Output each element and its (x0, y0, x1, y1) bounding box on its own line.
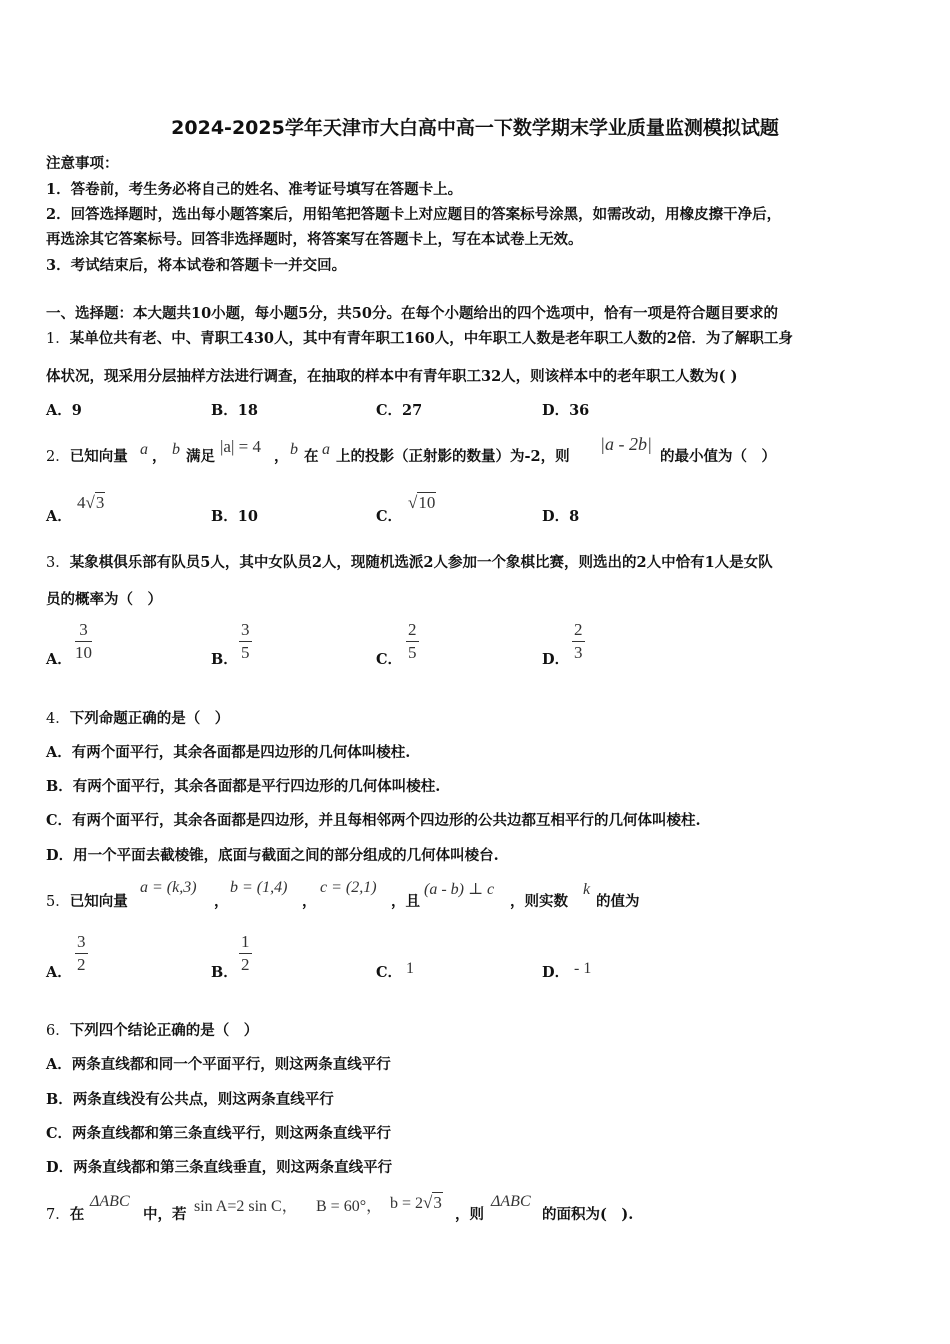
option-a-value: 4√3 (77, 493, 105, 512)
option-d-value: - 1 (574, 960, 592, 977)
question-7: 7．在 (46, 1206, 85, 1223)
question-stem: 某象棋俱乐部有队员5人，其中女队员2人，现随机选派2人参加一个象棋比赛，则选出的2人中恰有1人是女队 (69, 554, 773, 571)
question-3 (46, 551, 773, 572)
option-c[interactable]: C．27 (376, 402, 423, 419)
fraction-3-2: $\frac{3}{2}$ (77, 932, 86, 974)
question-stem: 下列命题正确的是（ ） (69, 710, 230, 727)
question-number: 4． (46, 711, 70, 727)
side-condition: b = 2√3 (390, 1193, 442, 1212)
sine-condition: sin A=2 sin C， (194, 1198, 298, 1215)
option-b[interactable]: B． (211, 964, 238, 981)
triangle-abc: ΔABC (491, 1193, 531, 1210)
question-1 (46, 327, 793, 348)
angle-condition: B = 60°， (316, 1198, 383, 1215)
option-d[interactable]: D．8 (542, 508, 580, 525)
option-b[interactable]: B．18 (211, 402, 258, 419)
vector-a: a (140, 441, 148, 458)
expr-formula: |a - 2b| (600, 434, 652, 454)
option-c[interactable]: C． (376, 651, 403, 668)
triangle-abc: ΔABC (90, 1193, 130, 1210)
option-a[interactable]: A．两条直线都和同一个平面平行，则这两条直线平行 (46, 1056, 391, 1073)
question-number: 6． (46, 1023, 70, 1039)
option-d[interactable]: D． (542, 964, 570, 981)
option-d[interactable]: D．用一个平面去截棱锥，底面与截面之间的部分组成的几何体叫棱台. (46, 847, 499, 864)
notice-item: 再选涂其它答案标号。回答非选择题时，将答案写在答题卡上，写在本试卷上无效。 (46, 231, 583, 248)
option-a[interactable]: A．有两个面平行，其余各面都是四边形的几何体叫棱柱. (46, 744, 411, 761)
notice-item: 2．回答选择题时，选出每小题答案后，用铅笔把答题卡上对应题目的答案标号涂黑，如需改动，用橡皮擦干净后， (46, 206, 782, 223)
question-number: 1． (46, 331, 70, 347)
perpendicular-condition: (a - b) ⊥ c (424, 881, 495, 898)
vector-b: b (290, 441, 298, 458)
option-a[interactable]: A．9 (46, 402, 82, 419)
section-heading: 一、选择题：本大题共10小题，每小题5分，共50分。在每个小题给出的四个选项中，恰有一项是符合题目要求的 (46, 305, 778, 322)
question-stem-cont: 员的概率为（ ） (46, 591, 162, 608)
option-c[interactable]: C． (376, 964, 403, 981)
question-5: 5．已知向量 (46, 893, 128, 910)
question-number: 5． (46, 894, 70, 910)
page-title: 2024-2025学年天津市大白高中高一下数学期末学业质量监测模拟试题 (171, 117, 779, 139)
question-number: 7． (46, 1207, 70, 1223)
vector-a: a (322, 441, 330, 458)
option-b[interactable]: B． (211, 651, 238, 668)
option-c[interactable]: C．有两个面平行，其余各面都是四边形，并且每相邻两个四边形的公共边都互相平行的几何体叫棱柱. (46, 812, 701, 829)
question-stem-cont: 体状况，现采用分层抽样方法进行调查，在抽取的样本中有青年职工32人，则该样本中的老年职工人数为( ) (46, 368, 738, 385)
question-stem: 某单位共有老、中、青职工430人，其中有青年职工160人，中年职工人数是老年职工人数的2倍．为了解职工身 (69, 330, 793, 347)
option-b[interactable]: B．有两个面平行，其余各面都是平行四边形的几何体叫棱柱. (46, 778, 441, 795)
question-4 (46, 707, 229, 728)
option-a[interactable]: A． (46, 651, 72, 668)
vector-b: b (172, 441, 180, 458)
variable-k: k (583, 881, 591, 898)
fraction-2-3: $\frac{2}{3}$ (574, 620, 583, 662)
option-a[interactable]: A． (46, 964, 72, 981)
vector-c-formula: c = (2,1) (320, 879, 377, 896)
question-6 (46, 1019, 258, 1040)
option-b[interactable]: B．两条直线没有公共点，则这两条直线平行 (46, 1091, 334, 1108)
option-d[interactable]: D． (542, 651, 570, 668)
notice-item: 1．答卷前，考生务必将自己的姓名、准考证号填写在答题卡上。 (46, 181, 463, 198)
question-number: 3． (46, 555, 70, 571)
option-a[interactable]: A． (46, 508, 72, 525)
option-b[interactable]: B．10 (211, 508, 258, 525)
option-c-value: 1 (406, 960, 414, 977)
option-d[interactable]: D．两条直线都和第三条直线垂直，则这两条直线平行 (46, 1159, 393, 1176)
vector-a-formula: a = (k,3) (140, 879, 197, 896)
question-2: 2．已知向量 (46, 448, 128, 465)
option-c[interactable]: C．两条直线都和第三条直线平行，则这两条直线平行 (46, 1125, 392, 1142)
fraction-2-5: $\frac{2}{5}$ (408, 620, 417, 662)
question-stem: 下列四个结论正确的是（ ） (69, 1022, 259, 1039)
vector-b-formula: b = (1,4) (230, 879, 288, 896)
option-c-value: √10 (408, 493, 436, 512)
notice-item: 3．考试结束后，将本试卷和答题卡一并交回。 (46, 257, 347, 274)
notice-heading: 注意事项： (46, 155, 119, 172)
abs-a-formula: |a| = 4 (220, 437, 261, 456)
fraction-3-5: $\frac{3}{5}$ (241, 620, 250, 662)
fraction-3-10: $\frac{3}{10}$ (75, 620, 92, 662)
fraction-1-2: $\frac{1}{2}$ (241, 932, 250, 974)
option-d[interactable]: D．36 (542, 402, 590, 419)
option-c[interactable]: C． (376, 508, 403, 525)
question-number: 2． (46, 449, 70, 465)
exam-page: 2024-2025学年天津市大白高中高一下数学期末学业质量监测模拟试题 注意事项： 1．答卷前，考生务必将自己的姓名、准考证号填写在答题卡上。 2．回答选择题时，选出每小题答案后，用铅笔把答题卡上对应题目的答案标号涂黑，如需改动，用橡皮擦干净后， 再选涂其它答案标号。回答非选择题时，将答案写在答题卡上，写在本试卷上无效。 3．考试结束后，将本试卷和答题卡一并交回。 一、选择题：本大题共10小题，每小题5分，共50分。在每个小题给出的四个选项中，恰有一项是符合题目要求的 1．某单位共有老、中、青职工430人，其中有青年职工160人，中年职工人数是老年职工人数的2倍．为了解职工身 体状况，现采用分层抽样方法进行调查，在抽取的样本中有青年职工32人，则该样本中的老年职工人数为( ) A．9 B．18 C．27 D．36 2．已知向量 a ， b 满足 |a| = 4 ， b 在 a 上的投影（正射影的数量）为-2，则 |a - 2b| 的最小值为（ ） A． 4√3 B．10 C． √10 D．8 3．某象棋俱乐部有队员5人，其中女队员2人，现随机选派2人参加一个象棋比赛，则选出的2人中恰有1人是女队 员的概率为（ ） A． $\frac{3}{10}$ B． $\frac{3}{5}$ C． $\frac{2}{5}$ D． $\frac{2}{3}$ 4．下列命题正确的是（ ） A．有两个面平行，其余各面都是四边形的几何体叫棱柱. B．有两个面平行，其余各面都是平行四边形的几何体叫棱柱. C．有两个面平行，其余各面都是四边形，并且每相邻两个四边形的公共边都互相平行的几何体叫棱柱. D．用一个平面去截棱锥，底面与截面之间的部分组成的几何体叫棱台. 5．已知向量 a = (k,3) ， b = (1,4) ， c = (2,1) ，且 (a - b) ⊥ c ，则实数 k 的值为 A． $\frac{3}{2}$ B． $\frac{1}{2}$ C． 1 D． - 1 6．下列四个结论正确的是（ ） A．两条直线都和同一个平面平行，则这两条直线平行 B．两条直线没有公共点，则这两条直线平行 C．两条直线都和第三条直线平行，则这两条直线平行 D．两条直线都和第三条直线垂直，则这两条直线平行 7．在 ΔABC 中，若 sin A=2 sin C， B = 60°， b = 2√3 ，则 ΔABC 的面积为( ). (0, 0, 950, 1344)
